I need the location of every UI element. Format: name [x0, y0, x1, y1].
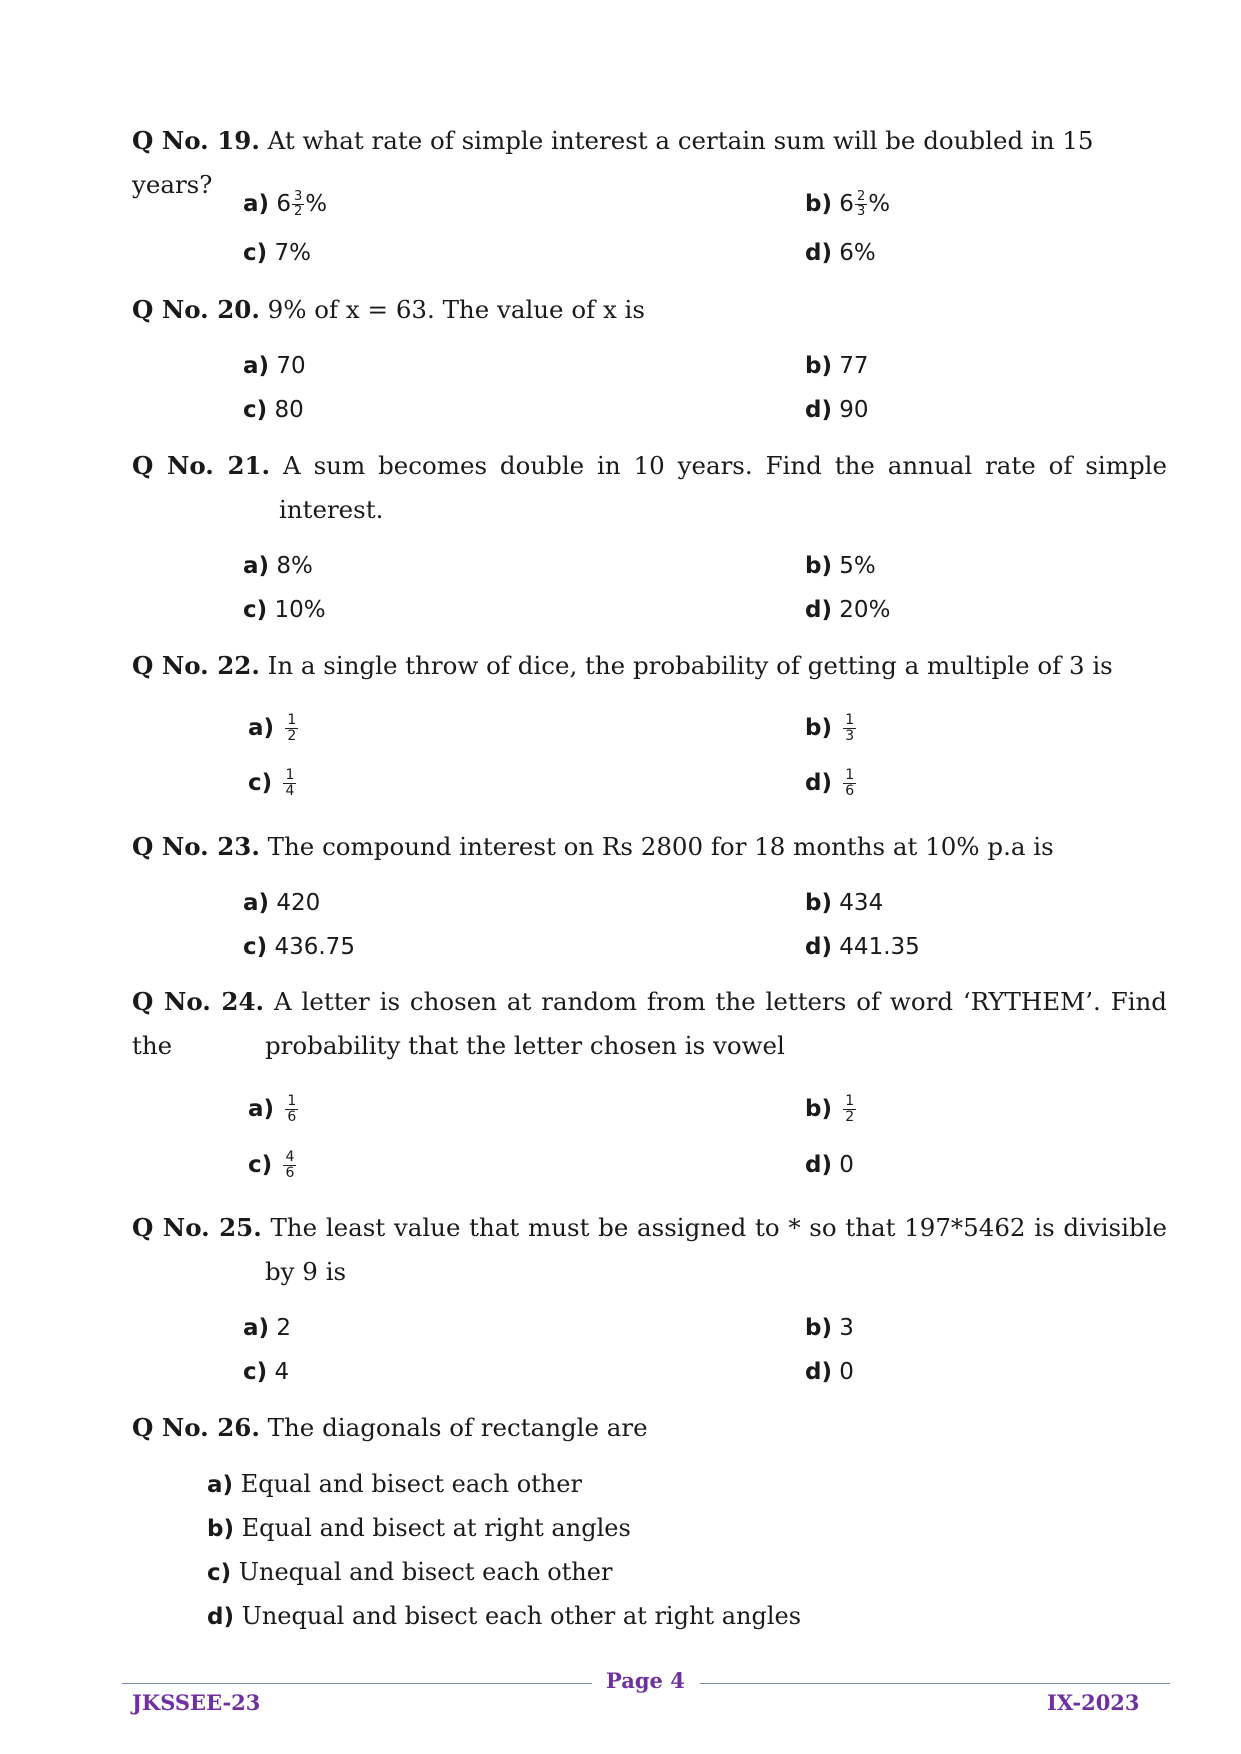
option-label: c): [248, 1152, 273, 1178]
option-label: a): [248, 1096, 275, 1122]
option-b[interactable]: [805, 1311, 854, 1345]
option-value: 434: [839, 890, 884, 916]
option-label: c): [248, 770, 273, 796]
option-label: b): [207, 1516, 234, 1542]
option-d[interactable]: [805, 1355, 854, 1389]
option-a[interactable]: [243, 549, 313, 583]
question-text: The least value that must be assigned to * so that 197*5462 is divisible: [270, 1213, 1167, 1242]
option-value: 2: [276, 1315, 291, 1341]
option-label: a): [243, 191, 270, 217]
option-label: b): [805, 890, 832, 916]
question-text-cont: by 9 is: [265, 1257, 347, 1286]
question-text: 9% of x = 63. The value of x is: [267, 295, 645, 324]
option-value: 441.35: [839, 934, 920, 960]
option-b[interactable]: [805, 349, 869, 383]
option-value: 4: [274, 1359, 290, 1385]
option-label: c): [243, 397, 268, 423]
option-d[interactable]: [805, 1148, 854, 1182]
option-label: a): [207, 1472, 234, 1498]
option-label: b): [805, 1096, 832, 1122]
option-a[interactable]: [243, 886, 320, 920]
option-label: d): [805, 240, 832, 266]
page-number: Page 4: [606, 1668, 685, 1693]
option-label: d): [207, 1604, 234, 1630]
option-label: a): [243, 353, 270, 379]
option-value: 5%: [839, 553, 876, 579]
option-label: a): [243, 553, 270, 579]
question-text: At what rate of simple interest a certain sum will be doubled in 15 years?: [132, 126, 1094, 199]
question-text-cont: probability that the letter chosen is vowel: [265, 1031, 785, 1060]
question-text: A letter is chosen at random from the letters of word ‘RYTHEM’. Find the: [132, 987, 1167, 1060]
option-label: a): [248, 715, 275, 741]
question-25: [132, 1206, 1167, 1250]
question-text: The diagonals of rectangle are: [267, 1413, 648, 1442]
option-c[interactable]: [248, 1148, 296, 1182]
option-d[interactable]: [805, 593, 890, 627]
option-label: c): [243, 240, 268, 266]
option-c[interactable]: [207, 1555, 612, 1590]
footer-divider-right: [700, 1683, 1170, 1684]
footer-class-year: IX-2023: [1047, 1690, 1140, 1715]
option-value: Unequal and bisect each other at right angles: [241, 1602, 802, 1630]
option-value: Equal and bisect each other: [240, 1470, 582, 1498]
option-value: 420: [276, 890, 321, 916]
option-a[interactable]: [207, 1467, 582, 1502]
option-value: $\frac{1}{2}$: [287, 712, 297, 744]
question-number: Q No. 22.: [132, 651, 260, 680]
question-number: Q No. 24.: [132, 987, 265, 1016]
option-label: d): [805, 770, 832, 796]
option-a[interactable]: [243, 1311, 291, 1345]
question-number: Q No. 20.: [132, 295, 260, 324]
option-d[interactable]: [805, 766, 856, 800]
option-label: b): [805, 715, 832, 741]
option-label: c): [243, 934, 268, 960]
option-value: 80: [274, 397, 304, 423]
option-value: $\frac{1}{2}$: [845, 1093, 855, 1125]
option-value: $\frac{4}{6}$: [285, 1149, 295, 1181]
option-value: Equal and bisect at right angles: [241, 1514, 631, 1542]
option-label: d): [805, 1359, 832, 1385]
option-value: $\frac{1}{6}$: [845, 767, 855, 799]
option-value: 90: [839, 397, 869, 423]
option-b[interactable]: [805, 187, 890, 221]
option-value: 20%: [839, 597, 891, 623]
option-c[interactable]: [243, 930, 355, 964]
option-value: $\frac{1}{3}$: [845, 712, 855, 744]
option-label: b): [805, 353, 832, 379]
option-b[interactable]: [805, 886, 883, 920]
question-number: Q No. 23.: [132, 832, 260, 861]
option-b[interactable]: [805, 549, 876, 583]
question-number: Q No. 19.: [132, 126, 260, 155]
question-number: Q No. 26.: [132, 1413, 260, 1442]
question-20: [132, 288, 1167, 332]
question-21: [132, 444, 1167, 488]
question-number: Q No. 25.: [132, 1213, 262, 1242]
option-a[interactable]: [248, 1092, 298, 1126]
question-text: In a single throw of dice, the probability of getting a multiple of 3 is: [267, 651, 1113, 680]
option-d[interactable]: [805, 930, 920, 964]
question-21-continued: [279, 488, 1159, 532]
option-d[interactable]: [805, 236, 876, 270]
option-c[interactable]: [243, 593, 326, 627]
option-label: c): [243, 597, 268, 623]
option-c[interactable]: [243, 1355, 289, 1389]
option-value: 6%: [839, 240, 876, 266]
option-d[interactable]: [207, 1599, 801, 1634]
question-25-continued: [265, 1250, 1165, 1294]
option-value: 6 $\frac{3}{2}$ %: [276, 189, 328, 219]
option-value: 70: [276, 353, 306, 379]
option-value: Unequal and bisect each other: [238, 1558, 613, 1586]
option-label: d): [805, 597, 832, 623]
question-text: A sum becomes double in 10 years. Find the annual rate of simple: [283, 451, 1168, 480]
question-23: [132, 825, 1167, 869]
option-c[interactable]: [248, 766, 296, 800]
option-a[interactable]: [248, 711, 298, 745]
question-text: The compound interest on Rs 2800 for 18 months at 10% p.a is: [267, 832, 1054, 861]
option-c[interactable]: [243, 236, 311, 270]
option-c[interactable]: [243, 393, 304, 427]
option-value: 0: [839, 1152, 854, 1178]
option-value: $\frac{1}{6}$: [287, 1093, 297, 1125]
option-label: c): [243, 1359, 268, 1385]
option-b[interactable]: [805, 1092, 856, 1126]
option-label: b): [805, 191, 832, 217]
question-number: Q No. 21.: [132, 451, 271, 480]
option-value: 77: [839, 353, 869, 379]
option-label: b): [805, 1315, 832, 1341]
option-d[interactable]: [805, 393, 869, 427]
option-value: 436.75: [274, 934, 355, 960]
option-b[interactable]: [207, 1511, 631, 1546]
question-24-continued: [265, 1024, 1165, 1068]
option-label: a): [243, 1315, 270, 1341]
option-label: d): [805, 934, 832, 960]
question-text-cont: interest.: [279, 495, 384, 524]
option-label: a): [243, 890, 270, 916]
question-22: [132, 644, 1167, 688]
option-value: 7%: [274, 240, 311, 266]
option-label: b): [805, 553, 832, 579]
option-value: 0: [839, 1359, 854, 1385]
footer-exam-code: JKSSEE-23: [132, 1690, 261, 1715]
option-value: 10%: [274, 597, 326, 623]
footer-divider-left: [122, 1683, 592, 1684]
option-b[interactable]: [805, 711, 856, 745]
option-value: 3: [839, 1315, 854, 1341]
option-value: 8%: [276, 553, 313, 579]
question-26: [132, 1406, 1167, 1450]
option-label: d): [805, 1152, 832, 1178]
option-value: 6 $\frac{2}{3}$ %: [839, 189, 891, 219]
option-a[interactable]: [243, 349, 306, 383]
option-label: d): [805, 397, 832, 423]
option-label: c): [207, 1560, 232, 1586]
option-value: $\frac{1}{4}$: [285, 767, 295, 799]
option-a[interactable]: [243, 187, 327, 221]
